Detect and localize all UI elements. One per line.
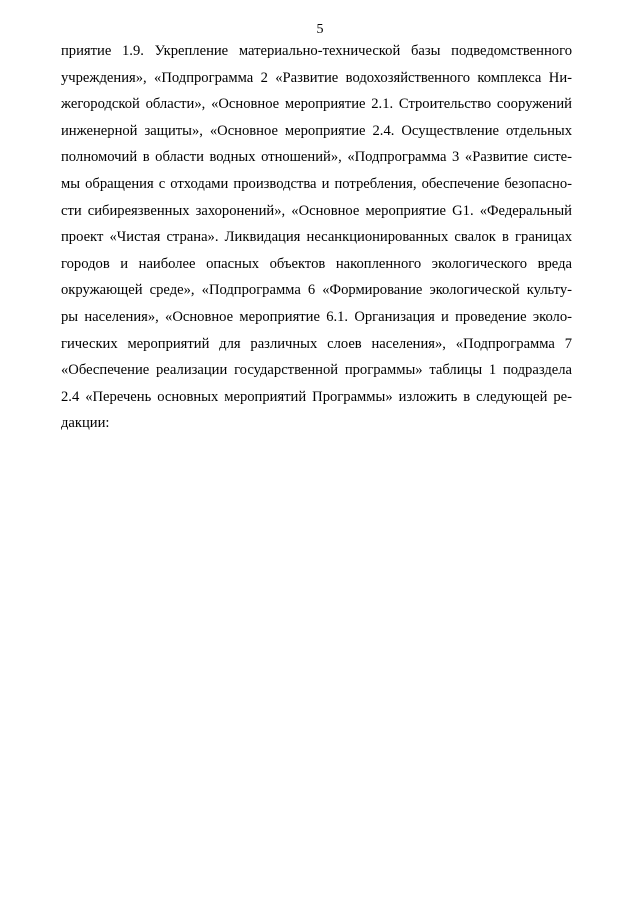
text-line-4: инженерной защиты», «Основное мероприятие 2.4. Осуществление отдельных [61,122,572,139]
text-line-11: ры населения», «Основное мероприятие 6.1. Организация и проведение эколо- [61,308,572,325]
text-line-12: гических мероприятий для различных слоев населения», «Подпрограмма 7 [61,335,572,352]
text-line-7: сти сибиреязвенных захоронений», «Основное мероприятие G1. «Федеральный [61,202,572,219]
text-line-1: приятие 1.9. Укрепление материально-технической базы подведомственного [61,43,572,59]
page-number: 5 [316,22,324,37]
text-line-15: дакции: [61,415,110,432]
text-line-13: «Обеспечение реализации государственной программы» таблицы 1 подраздела [61,362,572,379]
text-line-10: окружающей среде», «Подпрограмма 6 «Формирование экологической культу- [61,282,572,299]
text-line-3: жегородской области», «Основное мероприятие 2.1. Строительство сооружений [61,96,572,113]
text-line-5: полномочий в области водных отношений», «Подпрограмма 3 «Развитие систе- [61,149,572,166]
text-line-14: 2.4 «Перечень основных мероприятий Программы» изложить в следующей ре- [61,388,572,405]
text-line-6: мы обращения с отходами производства и потребления, обеспечение безопасно- [61,175,572,192]
body-paragraph [61,38,572,437]
text-line-9: городов и наиболее опасных объектов накопленного экологического вреда [61,255,572,272]
text-line-8: проект «Чистая страна». Ликвидация несанкционированных свалок в границах [61,229,572,246]
text-line-2: учреждения», «Подпрограмма 2 «Развитие водохозяйственного комплекса Ни- [61,69,572,86]
